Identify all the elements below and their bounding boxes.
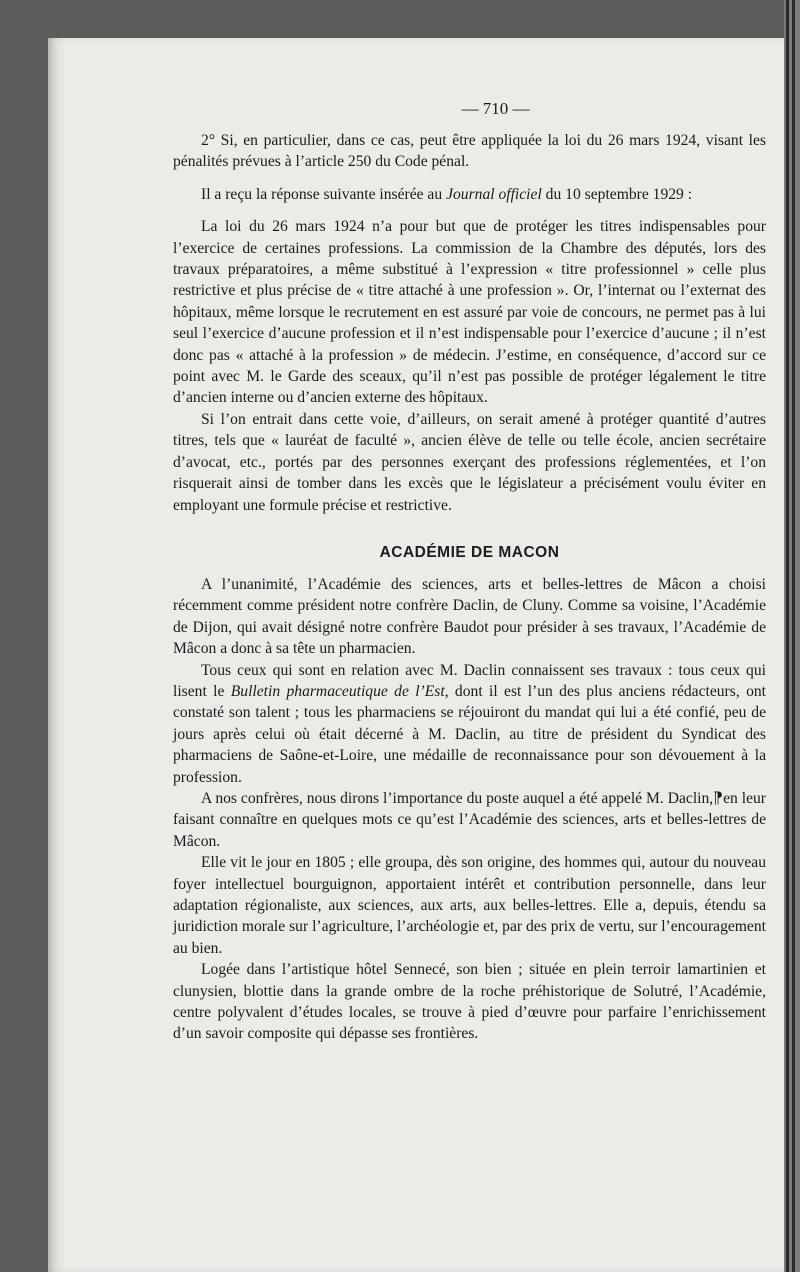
- scan-edge: [784, 0, 800, 1272]
- section-heading: ACADÉMIE DE MACON: [379, 543, 560, 561]
- response-text-before: Il a reçu la réponse suivante insérée au: [201, 185, 447, 203]
- response-text-after: du 10 septembre 1929 :: [541, 185, 693, 203]
- journal-title: Journal officiel: [446, 185, 542, 203]
- section-paragraph-2: [173, 660, 766, 788]
- section-p2-after: , dont il est l’un des plus anciens rédacteurs, ont constaté son talent ; tous les pharmaciens se réjouiront du mandat qui lui a été confié, peu de jours après celui où était décerné à M. Daclin, au titre de président du Syndicat des pharmaciens de Saône-et-Loire, une médaille de reconnaissance pour son dévouement à la profession.: [173, 682, 766, 786]
- section-paragraph-4: Elle vit le jour en 1805 ; elle groupa, dès son origine, des hommes qui, autour du nouveau foyer intellectuel bourguignon, apportaient intérêt et contribution personnelle, dans leur adaptation régionaliste, aux sciences, aux arts, aux belles-lettres. Elle a, depuis, étendu sa juridiction morale sur l’agriculture, l’archéologie et, par des prix de vertu, sur l’encouragement au bien.: [173, 854, 766, 957]
- section-paragraph-3: A nos confrères, nous dirons l’importance du poste auquel a été appelé M. Daclin,⁋en leur faisant connaître en quelques mots ce qu’est l’Académie des sciences, arts et belles-lettres de Mâcon.: [173, 789, 766, 850]
- bulletin-title: Bulletin pharmaceutique de l’Est: [230, 682, 445, 700]
- section-p2-before: Tous ceux qui sont en relation avec M. Daclin connaissent ses travaux : tous ceux qui lisent le: [173, 661, 766, 700]
- quote-paragraph-2: Si l’on entrait dans cette voie, d’ailleurs, on serait amené à protéger quantité d’autres titres, tels que « lauréat de faculté », ancien élève de telle ou telle école, ancien secrétaire d’avocat, etc., portés par des personnes exerçant des professions réglementées, et l’on risquerait ainsi de tomber dans les excès que le législateur a précisément voulu éviter en employant une formule précise et restrictive.: [173, 410, 766, 514]
- response-paragraph: [173, 184, 766, 205]
- intro-item-2: 2° Si, en particulier, dans ce cas, peut être appliquée la loi du 26 mars 1924, visant les pénalités prévues à l’article 250 du Code pénal.: [173, 132, 766, 171]
- page-text: [173, 92, 766, 1045]
- section-paragraph-5: Logée dans l’artistique hôtel Sennecé, son bien ; située en plein terroir lamartinien et clunysien, blottie dans la grande ombre de la roche préhistorique de Solutré, l’Académie, centre polyvalent d’études locales, se trouve à pied d’œuvre pour parfaire l’enrichissement d’un savoir composite qui dépasse ses frontières.: [173, 961, 766, 1043]
- quote-paragraph-1: La loi du 26 mars 1924 n’a pour but que de protéger les titres indispensables pour l’exercice de certaines professions. La commission de la Chambre des députés, lors des travaux préparatoires, a même substitué à l’expression « titre professionnel » celle plus restrictive et plus précise de « titre attaché à une profession ». Or, l’internat ou l’externat des hôpitaux, même lorsque le recrutement en est assuré par voie de concours, ne permet pas à lui seul l’exercice d’aucune profession et il n’est indispensable pour l’exercice d’aucune ; il n’est donc pas « attaché à la profession » de médecin. J’estime, en conséquence, d’accord sur ce point avec M. le Garde des sceaux, qu’il n’est pas possible de protéger légalement le titre d’ancien interne ou d’ancien externe des hôpitaux.: [173, 218, 766, 407]
- section-paragraph-1: A l’unanimité, l’Académie des sciences, arts et belles-lettres de Mâcon a choisi récemment comme président notre confrère Daclin, de Cluny. Comme sa voisine, l’Académie de Dijon, qui avait désigné notre confrère Baudot pour présider à ses travaux, l’Académie de Mâcon a donc à sa tête un pharmacien.: [173, 575, 766, 658]
- page-number: — 710 —: [461, 99, 530, 118]
